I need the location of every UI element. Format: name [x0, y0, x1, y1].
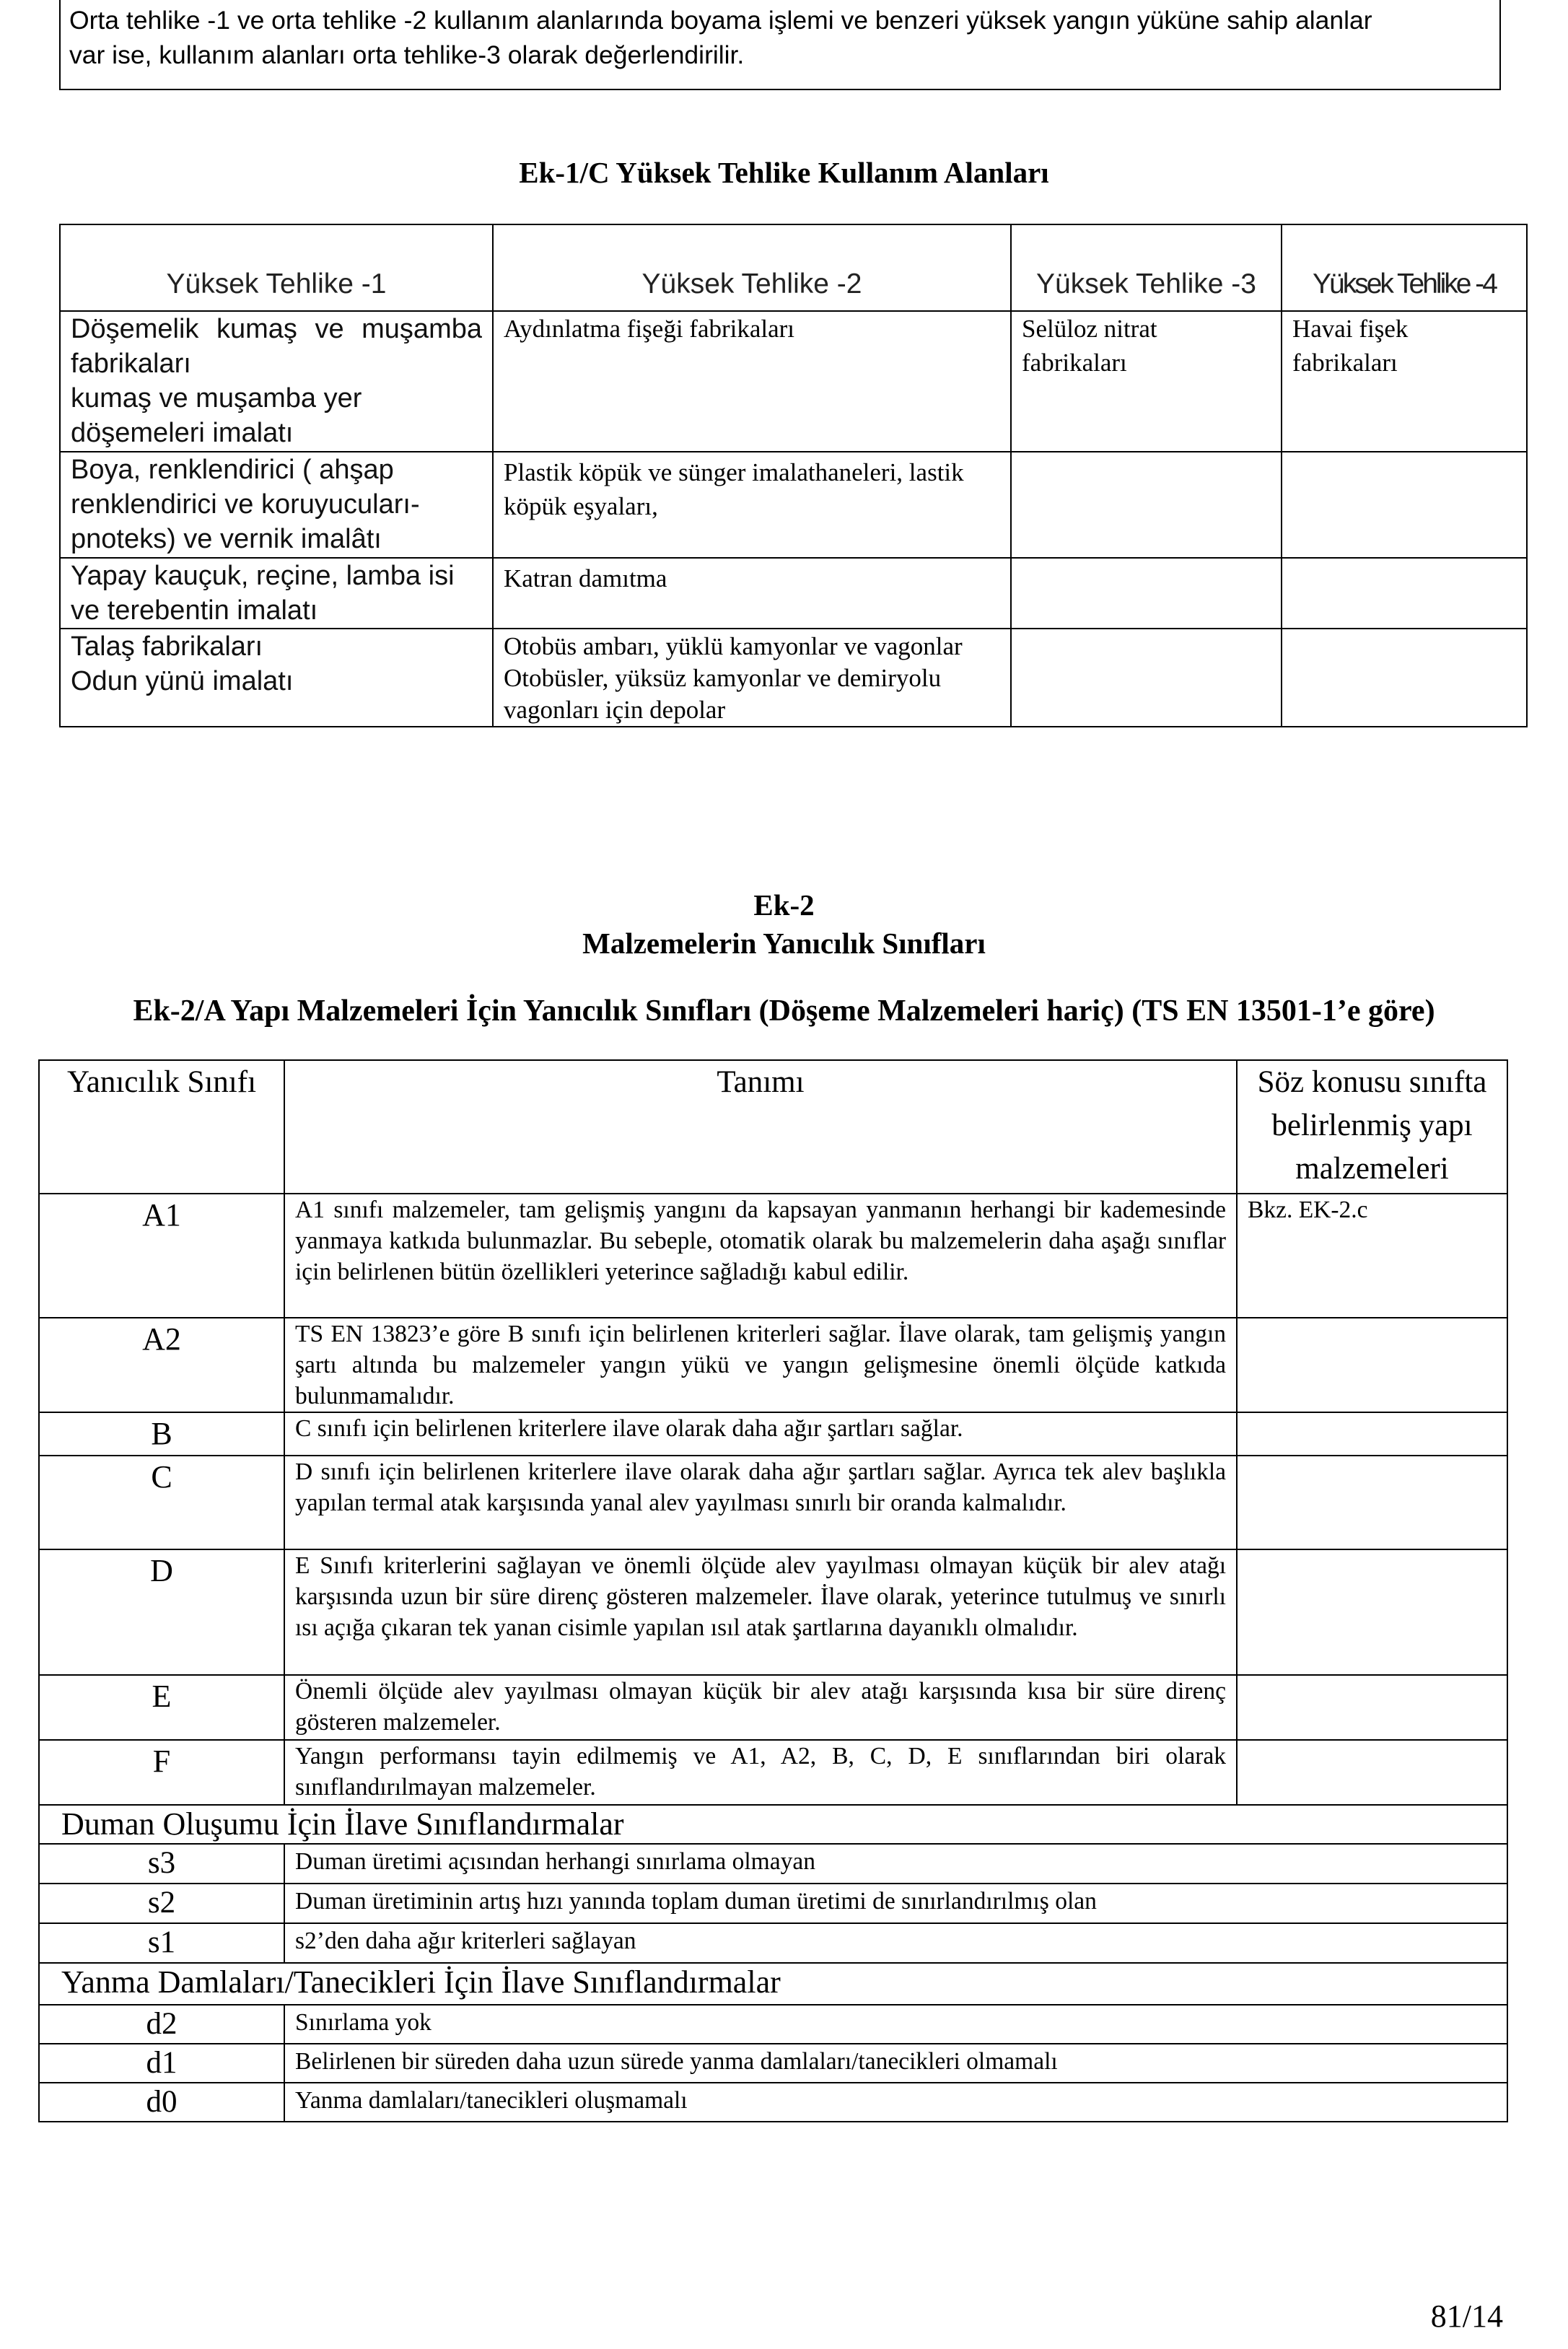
- class-cell: d1: [39, 2044, 284, 2083]
- table-row: [60, 558, 1527, 629]
- table-cell: [60, 311, 493, 452]
- cell-line: Boya, renklendirici ( ahşap: [71, 455, 394, 485]
- definition-cell: Yangın performansı tayin edilmemiş ve A1, A2, B, C, D, E sınıflarından biri olarak sınıflandırılmayan malzemeler.: [284, 1740, 1237, 1805]
- table-row: [39, 1884, 1507, 1923]
- definition-cell: Sınırlama yok: [284, 2005, 1507, 2044]
- reference-cell: Bkz. EK-2.c: [1237, 1194, 1507, 1318]
- cell-line: Odun yünü imalatı: [71, 666, 294, 696]
- cell-line: Havai fişek: [1292, 315, 1409, 343]
- cell-line: ve terebentin imalatı: [71, 595, 318, 626]
- table-header-row: [39, 1060, 1507, 1194]
- definition-cell: Duman üretimi açısından herhangi sınırlama olmayan: [284, 1844, 1507, 1884]
- section2-subtitle: Malzemelerin Yanıcılık Sınıfları: [582, 927, 986, 960]
- class-cell: F: [39, 1740, 284, 1805]
- table-cell: [60, 452, 493, 558]
- class-cell: s2: [39, 1884, 284, 1923]
- definition-cell: E Sınıfı kriterlerini sağlayan ve önemli ölçüde alev yayılması olmayan küçük bir alev atağı karşısında uzun bir süre direnç gösteren malzemeler. İlave olarak, yeterince tutulmuş ve sınırlı ısı açığa çıkaran tek yanan cisimle yapılan ısıl atak şartlarına dayanıklı olmalıdır.: [284, 1549, 1237, 1675]
- table-row: [39, 1740, 1507, 1805]
- header-cell: Tanımı: [284, 1060, 1237, 1194]
- definition-cell: Önemli ölçüde alev yayılması olmayan küçük bir alev atağı karşısında kısa bir süre direnç gösteren malzemeler.: [284, 1675, 1237, 1740]
- header-cell: [1237, 1060, 1507, 1194]
- table-row: [39, 2005, 1507, 2044]
- table-cell: [493, 558, 1011, 629]
- header-cell: Yüksek Tehlike -2: [493, 224, 1011, 311]
- cell-line: pnoteks) ve vernik imalâtı: [71, 524, 382, 554]
- class-cell: A2: [39, 1318, 284, 1412]
- table-cell: [493, 629, 1011, 727]
- cell-line: Selüloz nitrat: [1022, 315, 1157, 343]
- cell-line: Talaş fabrikaları: [71, 631, 263, 662]
- table-row: [60, 311, 1527, 452]
- note-line-2: var ise, kullanım alanları orta tehlike-3 olarak değerlendirilir.: [69, 40, 745, 69]
- table-row: [39, 2083, 1507, 2122]
- section2-heading: Ek-2/A Yapı Malzemeleri İçin Yanıcılık Sınıfları (Döşeme Malzemeleri hariç) (TS EN 13501-1’e göre): [133, 994, 1435, 1028]
- table-row: [39, 1412, 1507, 1456]
- definition-cell: D sınıfı için belirlenen kriterlere ilave olarak daha ağır şartları sağlar. Ayrıca tek alev başlıkla yapılan termal atak karşısında yanal alev yayılması sınırlı bir oranda kalmalıdır.: [284, 1456, 1237, 1549]
- table-cell: [1282, 629, 1527, 727]
- definition-cell: A1 sınıfı malzemeler, tam gelişmiş yangını da kapsayan yanmanın herhangi bir kademesinde yanmaya katkıda bulunmazlar. Bu sebeple, otomatik olarak bu malzemelerin daha aşağı sınıflar için belirlenen bütün özellikleri yeterince sağladığı kabul edilir.: [284, 1194, 1237, 1318]
- cell-line: Katran damıtma: [504, 564, 667, 592]
- class-cell: s1: [39, 1923, 284, 1963]
- section-row: [39, 1963, 1507, 2005]
- class-cell: d2: [39, 2005, 284, 2044]
- header-cell: Yüksek Tehlike -1: [60, 224, 493, 311]
- cell-line: Yapay kauçuk, reçine, lamba isi: [71, 561, 455, 591]
- reference-cell: [1237, 1412, 1507, 1456]
- header-cell-text: Yüksek Tehlike -4: [1313, 268, 1496, 299]
- class-cell: D: [39, 1549, 284, 1675]
- table-row: [60, 629, 1527, 727]
- table-row: [39, 1318, 1507, 1412]
- table-cell: [60, 558, 493, 629]
- note-box: [59, 0, 1501, 90]
- class-cell: B: [39, 1412, 284, 1456]
- cell-line: Plastik köpük ve sünger imalathaneleri, lastik: [504, 458, 964, 486]
- class-cell: A1: [39, 1194, 284, 1318]
- drops-section-title: Yanma Damlaları/Tanecikleri İçin İlave Sınıflandırmalar: [39, 1963, 1507, 2005]
- reference-cell: [1237, 1740, 1507, 1805]
- header-cell: [1282, 224, 1527, 311]
- table-cell: [1011, 311, 1282, 452]
- class-cell: E: [39, 1675, 284, 1740]
- table-cell: [60, 629, 493, 727]
- header-line: malzemeleri: [1295, 1152, 1449, 1186]
- note-line-1: Orta tehlike -1 ve orta tehlike -2 kullanım alanlarında boyama işlemi ve benzeri yüksek yangın yüküne sahip alanlar: [69, 6, 1372, 35]
- table-row: [39, 1675, 1507, 1740]
- table-cell: [493, 452, 1011, 558]
- definition-cell: Yanma damlaları/tanecikleri oluşmamalı: [284, 2083, 1507, 2122]
- reference-cell: [1237, 1318, 1507, 1412]
- header-line: Söz konusu sınıfta: [1257, 1065, 1487, 1099]
- table-header-row: [60, 224, 1527, 311]
- cell-line: vagonları için depolar: [504, 696, 726, 724]
- definition-cell: Belirlenen bir süreden daha uzun sürede yanma damlaları/tanecikleri olmamalı: [284, 2044, 1507, 2083]
- table-row: [39, 1844, 1507, 1884]
- cell-line: fabrikaları: [71, 349, 191, 379]
- definition-cell: s2’den daha ağır kriterleri sağlayan: [284, 1923, 1507, 1963]
- table-cell: [1011, 558, 1282, 629]
- table-row: [39, 1194, 1507, 1318]
- reference-cell: [1237, 1549, 1507, 1675]
- class-cell: d0: [39, 2083, 284, 2122]
- definition-cell: Duman üretiminin artış hızı yanında toplam duman üretimi de sınırlandırılmış olan: [284, 1884, 1507, 1923]
- table-cell: [1282, 558, 1527, 629]
- table-row: [39, 1549, 1507, 1675]
- header-cell: Yüksek Tehlike -3: [1011, 224, 1282, 311]
- section1-title: Ek-1/C Yüksek Tehlike Kullanım Alanları: [519, 156, 1049, 189]
- cell-line: fabrikaları: [1022, 349, 1127, 377]
- class-cell: C: [39, 1456, 284, 1549]
- cell-line: Döşemelik kumaş ve muşamba: [71, 314, 482, 344]
- class-cell: s3: [39, 1844, 284, 1884]
- page-number: 81/14: [1430, 2298, 1503, 2334]
- section2-title: Ek-2: [753, 888, 815, 922]
- header-cell: Yanıcılık Sınıfı: [39, 1060, 284, 1194]
- table-cell: [1282, 311, 1527, 452]
- section-row: [39, 1805, 1507, 1844]
- table-row: [39, 1923, 1507, 1963]
- cell-line: köpük eşyaları,: [504, 492, 658, 520]
- cell-line: fabrikaları: [1292, 349, 1398, 377]
- flammability-table: [38, 1059, 1508, 2122]
- cell-line: döşemeleri imalatı: [71, 418, 294, 448]
- cell-line: kumaş ve muşamba yer: [71, 383, 362, 414]
- table-cell: [1011, 629, 1282, 727]
- definition-cell: TS EN 13823’e göre B sınıfı için belirlenen kriterleri sağlar. İlave olarak, tam gelişmiş yangın şartı altında bu malzemeler yangın yükü ve yangın gelişmesine önemli ölçüde katkıda bulunmamalıdır.: [284, 1318, 1237, 1412]
- smoke-section-title: Duman Oluşumu İçin İlave Sınıflandırmalar: [39, 1805, 1507, 1844]
- table-cell: [1282, 452, 1527, 558]
- reference-cell: [1237, 1456, 1507, 1549]
- table-row: [39, 1456, 1507, 1549]
- definition-cell: C sınıfı için belirlenen kriterlere ilave olarak daha ağır şartları sağlar.: [284, 1412, 1237, 1456]
- high-hazard-table: [59, 224, 1528, 727]
- reference-cell: [1237, 1675, 1507, 1740]
- cell-line: Aydınlatma fişeği fabrikaları: [504, 315, 795, 343]
- table-row: [39, 2044, 1507, 2083]
- table-cell: [493, 311, 1011, 452]
- table-cell: [1011, 452, 1282, 558]
- cell-line: renklendirici ve koruyucuları-: [71, 489, 420, 520]
- cell-line: Otobüs ambarı, yüklü kamyonlar ve vagonlar: [504, 632, 963, 660]
- cell-line: Otobüsler, yüksüz kamyonlar ve demiryolu: [504, 664, 942, 692]
- table-row: [60, 452, 1527, 558]
- header-line: belirlenmiş yapı: [1271, 1108, 1473, 1142]
